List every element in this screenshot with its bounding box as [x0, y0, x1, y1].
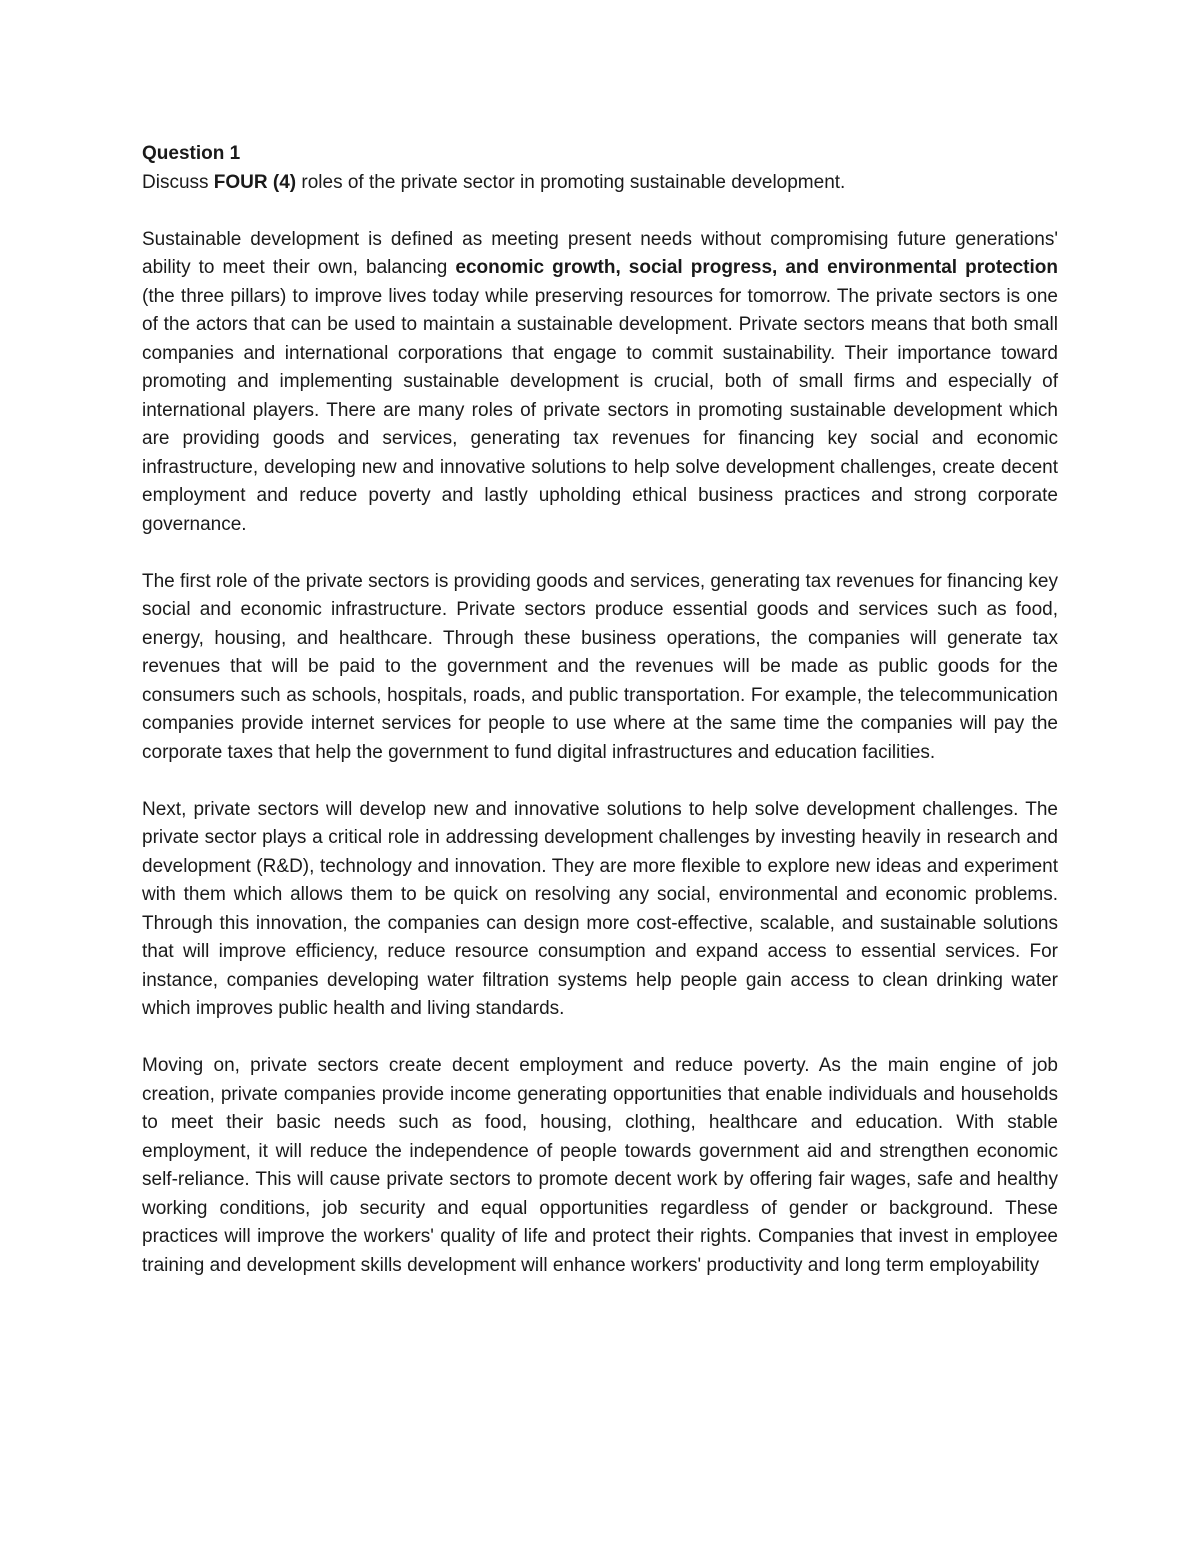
question-prompt-prefix: Discuss [142, 171, 214, 193]
paragraph-role-2: Next, private sectors will develop new and innovative solutions to help solve development challenges. The private sector plays a critical role in addressing development challenges by investing heavily in research and development (R&D), technology and innovation. They are more flexible to explore new ideas and experiment with them which allows them to be quick on resolving any social, environmental and economic problems. Through this innovation, the companies can design more cost-effective, scalable, and sustainable solutions that will improve efficiency, reduce resource consumption and expand access to essential services. For instance, companies developing water filtration systems help people gain access to clean drinking water which improves public health and living standards. [142, 798, 1058, 1019]
question-prompt [142, 169, 1058, 198]
paragraph-role-1: The first role of the private sectors is providing goods and services, generating tax revenues for financing key social and economic infrastructure. Private sectors produce essential goods and services such as food, energy, housing, and healthcare. Through these business operations, the companies will generate tax revenues that will be paid to the government and the revenues will be made as public goods for the consumers such as schools, hospitals, roads, and public transportation. For example, the telecommunication companies provide internet services for people to use where at the same time the companies will pay the corporate taxes that help the government to fund digital infrastructures and education facilities. [142, 570, 1058, 763]
intro-text-after: (the three pillars) to improve lives today while preserving resources for tomorrow. The private sectors is one of the actors that can be used to maintain a sustainable development. Private sectors means that both small companies and international corporations that engage to commit sustainability. Their importance toward promoting and implementing sustainable development is crucial, both of small firms and especially of international players. There are many roles of private sectors in promoting sustainable development which are providing goods and services, generating tax revenues for financing key social and economic infrastructure, developing new and innovative solutions to help solve development challenges, create decent employment and reduce poverty and lastly upholding ethical business practices and strong corporate governance. [142, 285, 1058, 535]
intro-pillars-emphasis: economic growth, social progress, and environmental protection [455, 257, 1058, 278]
document-page [142, 140, 1058, 1280]
intro-text-before: Sustainable development is defined as meeting present needs without compromising future generations' ability to meet their own, balancing [142, 228, 1058, 278]
intro-paragraph [142, 226, 1058, 540]
question-title: Question 1 [142, 143, 241, 164]
question-prompt-emphasis: FOUR (4) [213, 171, 297, 193]
question-prompt-suffix: roles of the private sector in promoting sustainable development. [296, 171, 846, 193]
paragraph-role-3: Moving on, private sectors create decent employment and reduce poverty. As the main engine of job creation, private companies provide income generating opportunities that enable individuals and households to meet their basic needs such as food, housing, clothing, healthcare and education. With stable employment, it will reduce the independence of people towards government aid and strengthen economic self-reliance. This will cause private sectors to promote decent work by offering fair wages, safe and healthy working conditions, job security and equal opportunities regardless of gender or background. These practices will improve the workers' quality of life and protect their rights. Companies that invest in employee training and development skills development will enhance workers' productivity and long term employability [142, 1055, 1058, 1276]
